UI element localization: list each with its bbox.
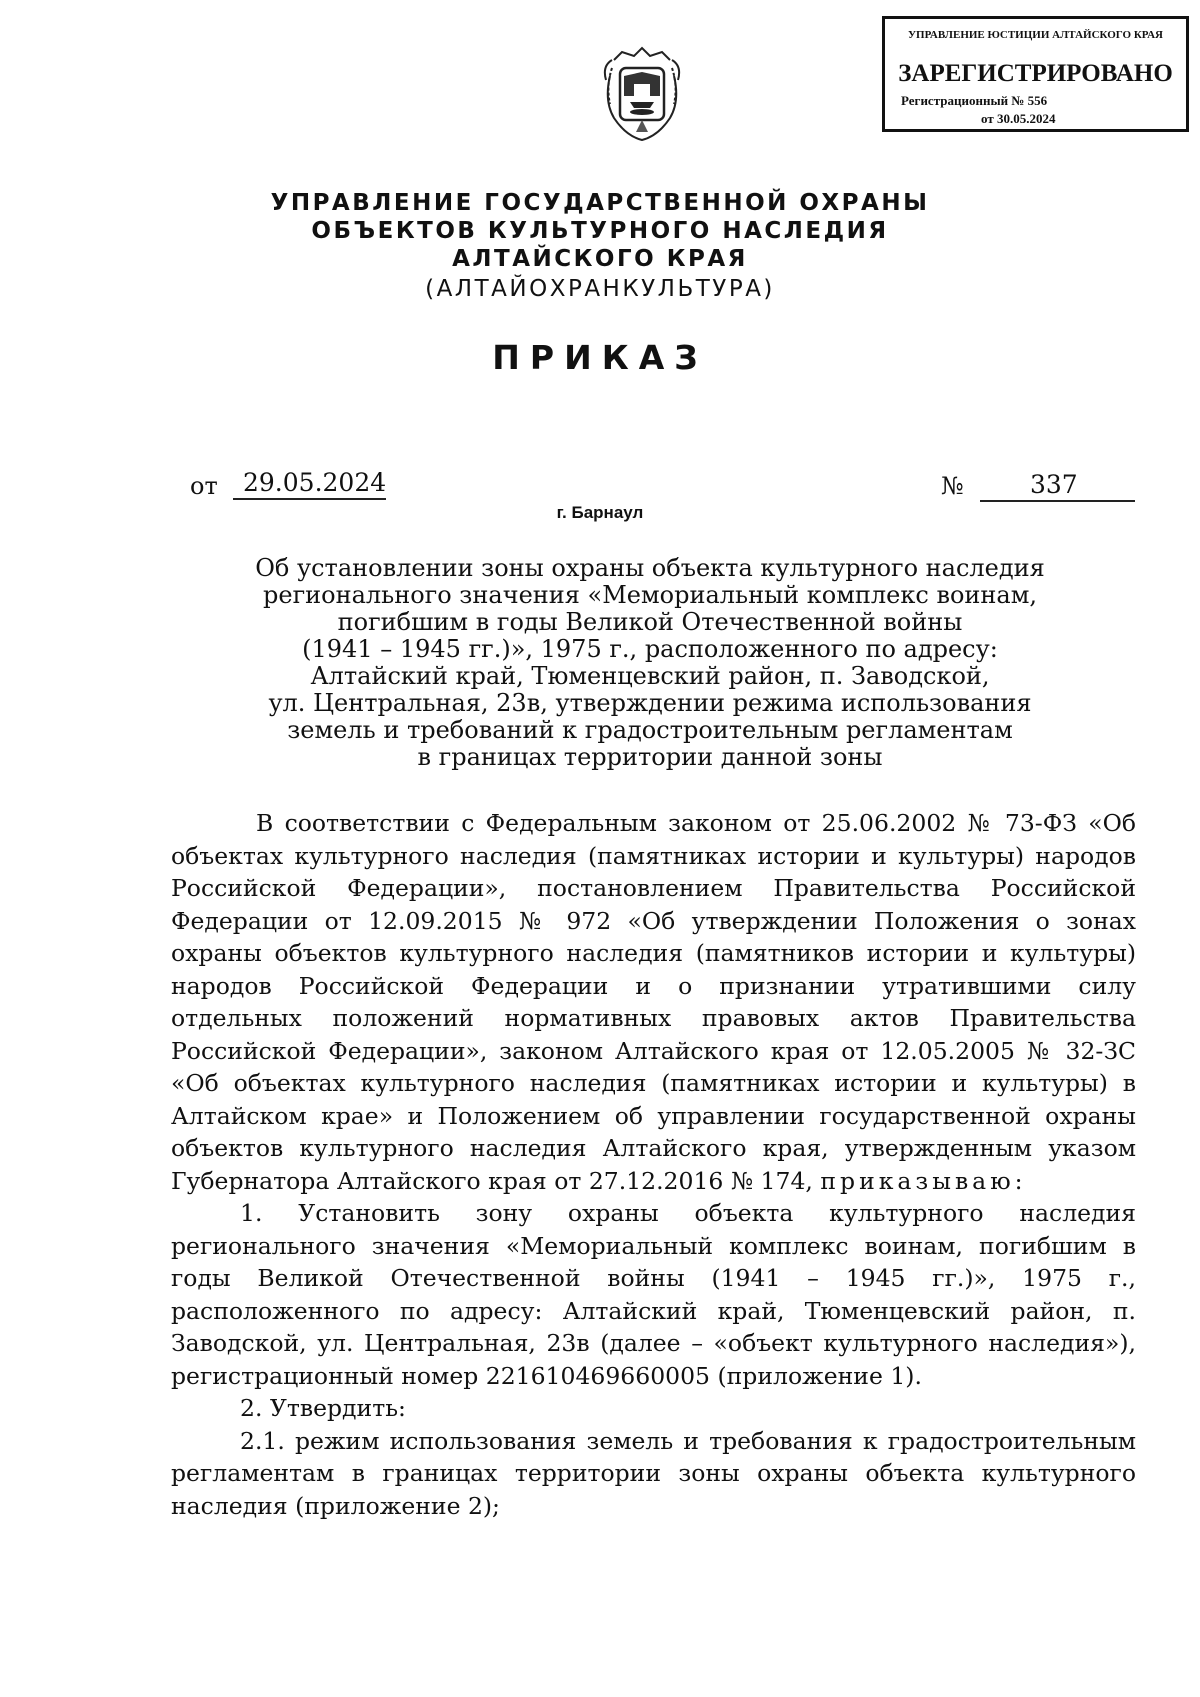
item-2-1-paragraph: 2.1. режим использования земель и требования к градостроительным регламентам в границах территории зоны охраны объекта культурного наследия (приложение 2); bbox=[171, 1426, 1136, 1520]
title-line: Об установлении зоны охраны объекта культурного наследия bbox=[255, 554, 1045, 582]
title-line: в границах территории данной зоны bbox=[417, 743, 883, 771]
preamble-paragraph bbox=[171, 807, 1136, 1197]
stamp-authority: УПРАВЛЕНИЕ ЮСТИЦИИ АЛТАЙСКОГО КРАЯ bbox=[907, 29, 1163, 41]
org-name-line-3: АЛТАЙСКОГО КРАЯ bbox=[452, 246, 748, 272]
stamp-reg-date: от 30.05.2024 bbox=[981, 111, 1056, 126]
item-2-paragraph: 2. Утвердить: bbox=[240, 1394, 406, 1422]
document-type-heading: ПРИКАЗ bbox=[492, 338, 708, 377]
title-line: регионального значения «Мемориальный комплекс воинам, bbox=[263, 581, 1037, 609]
order-number: 337 bbox=[1030, 470, 1078, 499]
registration-stamp bbox=[882, 16, 1189, 132]
stamp-reg-number: Регистрационный № 556 bbox=[901, 93, 1048, 108]
org-name-line-1: УПРАВЛЕНИЕ ГОСУДАРСТВЕННОЙ ОХРАНЫ bbox=[270, 190, 930, 216]
date-underline bbox=[233, 498, 386, 500]
title-line: погибшим в годы Великой Отечественной войны bbox=[337, 608, 963, 636]
title-line: Алтайский край, Тюменцевский район, п. Заводской, bbox=[310, 662, 990, 690]
stamp-status: ЗАРЕГИСТРИРОВАНО bbox=[898, 60, 1173, 87]
number-underline bbox=[980, 500, 1135, 502]
date-prefix: от bbox=[190, 472, 218, 500]
title-line: земель и требований к градостроительным регламентам bbox=[287, 716, 1013, 744]
title-line: (1941 – 1945 гг.)», 1975 г., расположенного по адресу: bbox=[302, 635, 998, 663]
city-label: г. Барнаул bbox=[556, 503, 644, 522]
preamble-text: В соответствии с Федеральным законом от 25.06.2002 № 73-ФЗ «Об объектах культурного наследия (памятниках истории и культуры) народов Российской Федерации», постановлением Правительства Российской Федерации от 12.09.2015 № 972 «Об утверждении Положения о зонах охраны объектов культурного наследия (памятников истории и культуры) народов Российской Федерации и о признании утратившими силу отдельных положений нормативных правовых актов Правительства Российской Федерации», законом Алтайского края от 12.05.2005 № 32-ЗС «Об объектах культурного наследия (памятниках истории и культуры) в Алтайском крае» и Положением об управлении государственной охраны объектов культурного наследия Алтайского края, утвержденным указом Губернатора Алтайского края от 27.12.2016 № 174, bbox=[171, 809, 1136, 1195]
title-line: ул. Центральная, 23в, утверждении режима использования bbox=[268, 689, 1032, 717]
order-body bbox=[171, 807, 1136, 1522]
org-abbreviation: (АЛТАЙОХРАНКУЛЬТУРА) bbox=[425, 276, 775, 302]
coat-of-arms-emblem bbox=[600, 46, 684, 142]
number-prefix: № bbox=[941, 472, 964, 500]
order-title bbox=[190, 555, 1110, 771]
order-date: 29.05.2024 bbox=[243, 468, 387, 497]
org-name-line-2: ОБЪЕКТОВ КУЛЬТУРНОГО НАСЛЕДИЯ bbox=[311, 218, 889, 244]
order-word: приказываю: bbox=[820, 1166, 1027, 1195]
item-1-paragraph: 1. Установить зону охраны объекта культурного наследия регионального значения «Мемориальный комплекс воинам, погибшим в годы Великой Отечественной войны (1941 – 1945 гг.)», 1975 г., расположенного по адресу: Алтайский край, Тюменцевский район, п. Заводской, ул. Центральная, 23в (далее – «объект культурного наследия»), регистрационный номер 221610469660005 (приложение 1). bbox=[171, 1199, 1136, 1390]
